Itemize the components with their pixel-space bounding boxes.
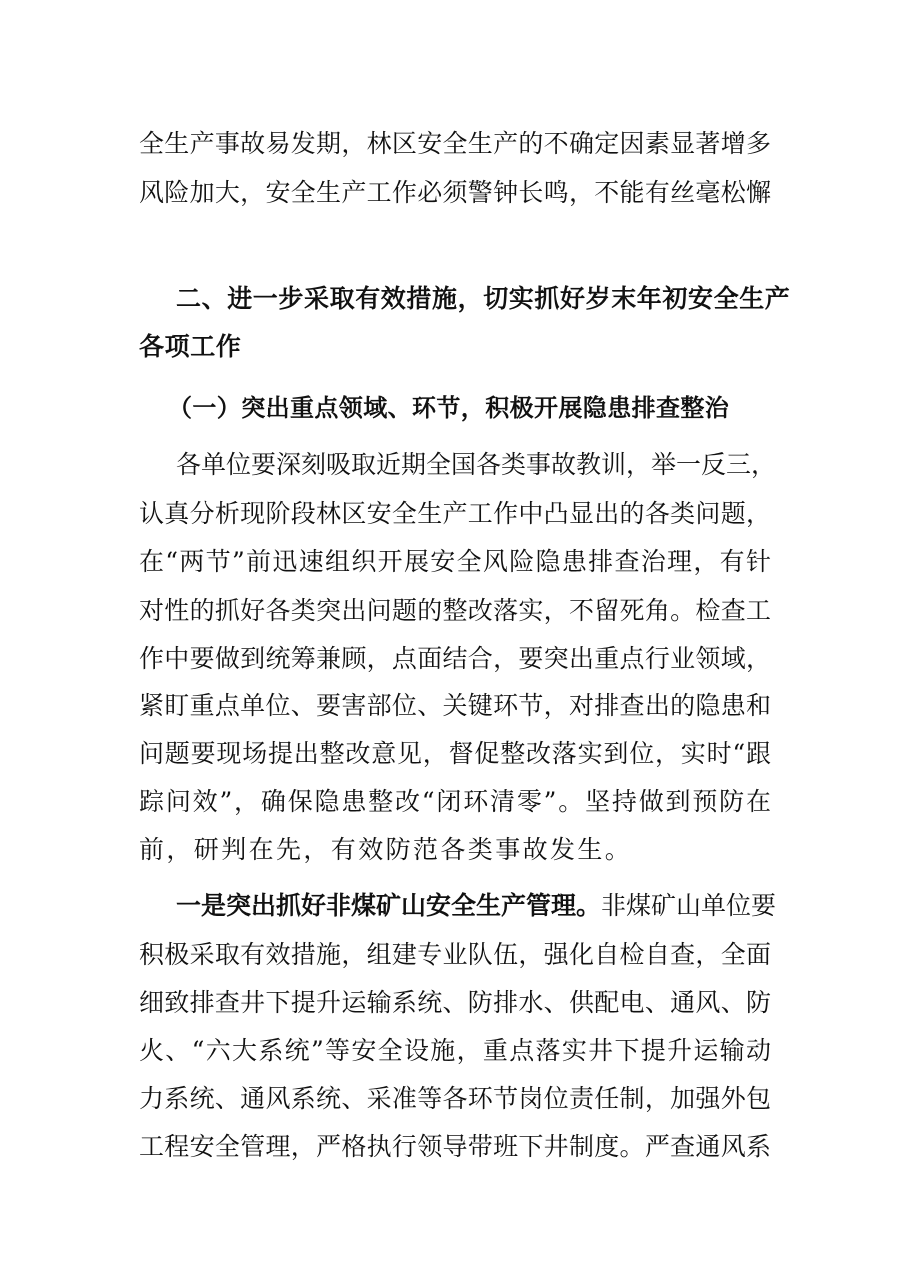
paragraph2-first-line <box>176 890 777 922</box>
section-heading-line-2: 各项工作 <box>139 332 242 361</box>
section-heading-line-1: 二、进一步采取有效措施，切实抓好岁末年初安全生产 <box>176 284 791 313</box>
paragraph-line: 前，研判在先，有效防范各类事故发生。 <box>139 835 633 864</box>
paragraph-line: 问题要现场提出整改意见，督促整改落实到位，实时“跟 <box>139 739 771 768</box>
paragraph-line: 各单位要深刻吸取近期全国各类事故教训，举一反三， <box>176 450 777 479</box>
subsection-heading: （一）突出重点领域、环节，积极开展隐患排查整治 <box>168 394 730 422</box>
paragraph-line: 在“两节”前迅速组织开展安全风险隐患排查治理，有针 <box>139 547 771 576</box>
paragraph2-first-rest: 非煤矿山单位要 <box>601 891 777 920</box>
paragraph-line: 积极采取有效措施，组建专业队伍，强化自检自查，全面 <box>139 940 771 969</box>
paragraph-line: 紧盯重点单位、要害部位、关键环节，对排查出的隐患和 <box>139 691 771 720</box>
paragraph-line: 工程安全管理，严格执行领导带班下井制度。严查通风系 <box>139 1132 771 1161</box>
paragraph-line: 火、“六大系统”等安全设施，重点落实井下提升运输动 <box>139 1036 771 1065</box>
paragraph-line: 踪问效”，确保隐患整改“闭环清零”。坚持做到预防在 <box>139 787 771 816</box>
paragraph-line: 力系统、通风系统、采准等各环节岗位责任制，加强外包 <box>139 1084 771 1113</box>
paragraph-line: 认真分析现阶段林区安全生产工作中凸显出的各类问题， <box>139 499 771 528</box>
paragraph2-lead: 一是突出抓好非煤矿山安全生产管理。 <box>176 891 602 920</box>
paragraph-line: 作中要做到统筹兼顾，点面结合，要突出重点行业领域， <box>139 644 771 673</box>
intro-line-1: 全生产事故易发期，林区安全生产的不确定因素显著增多 <box>139 129 771 158</box>
intro-line-2: 风险加大，安全生产工作必须警钟长鸣，不能有丝毫松懈 <box>139 178 771 207</box>
paragraph-line: 对性的抓好各类突出问题的整改落实，不留死角。检查工 <box>139 596 771 625</box>
paragraph-line: 细致排查井下提升运输系统、防排水、供配电、通风、防 <box>139 988 771 1017</box>
